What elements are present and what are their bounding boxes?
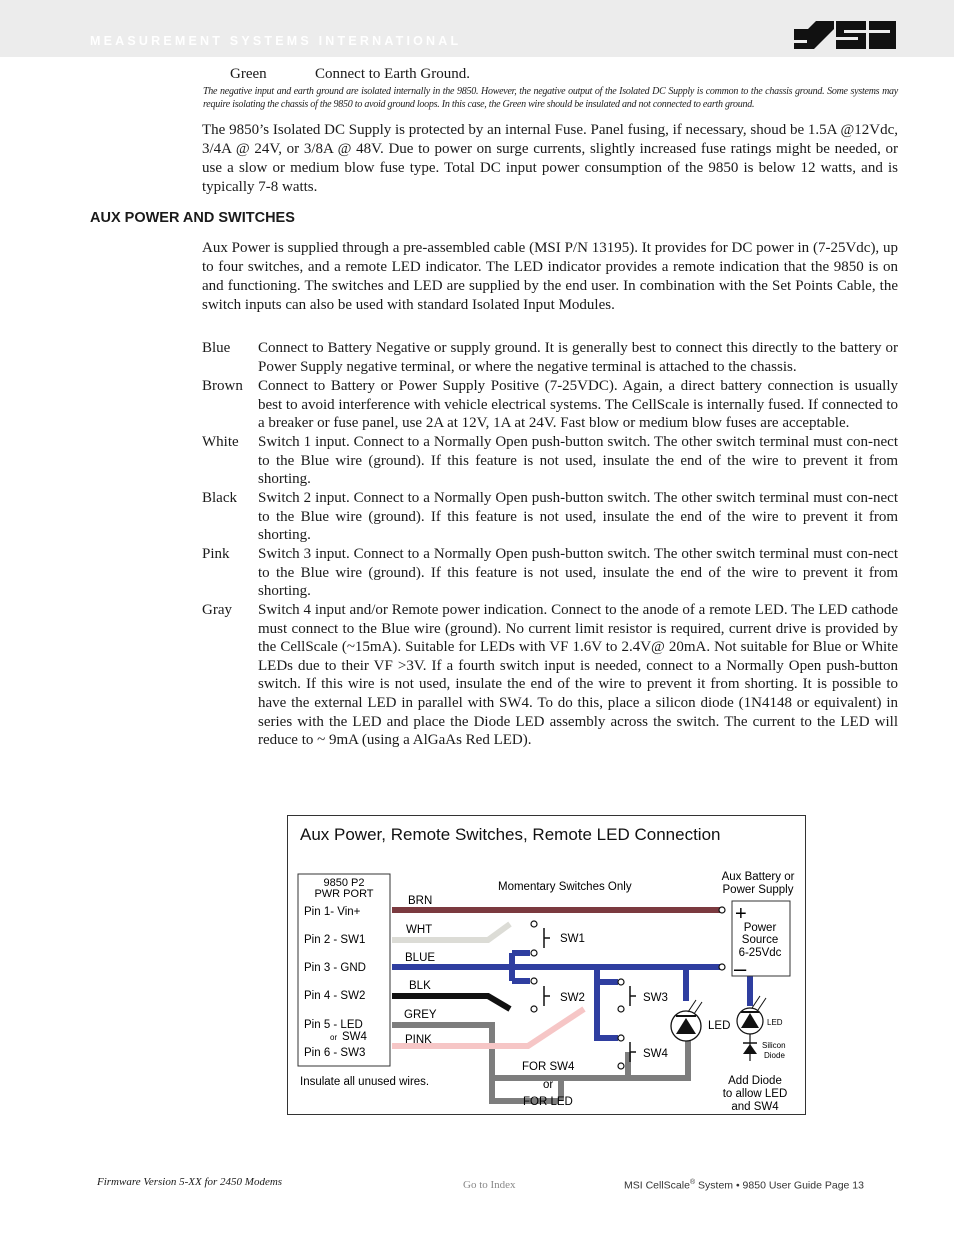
wire-desc-gray: Switch 4 input and/or Remote power indication. Connect to the anode of a remote LED. The LED cathode must connect to the Blue wire (ground). No current limit resistor is required, current drive is provided by the CellScale (~15mA). Suitable for LEDs with VF 1.6V to 2.4V@ 20mA. Not suitable for Blue or White LEDs due to their VF >3V. If a fourth switch input is needed, connect to a Normally Open push-button switch. If this wire is not used, insulate the end of the wire to prevent it from shorting. It is possible to have the external LED in parallel with SW4. To do this, place a silicon diode (1N4148 or equivalent) in series with the LED and place the Diode LED assembly across the switch. The current to the LED will reduce to ~ 9mA (using a AlGaAs Red LED).: [258, 602, 898, 749]
pin-5-or: or: [330, 1033, 338, 1042]
wire-label-grey: GREY: [404, 1009, 437, 1021]
wire-desc-pink: Switch 3 input. Connect to a Normally Open push-button switch. The other switch terminal must con-nect to the Blue wire (ground). If this feature is not used, insulate the end of the wire to prevent it from shorting.: [258, 546, 898, 600]
black-wire: [392, 996, 510, 1009]
wire-name-gray: Gray: [202, 602, 232, 618]
led-small-label: LED: [767, 1018, 783, 1027]
wire-name-brown: Brown: [202, 378, 243, 394]
pin-6-label: Pin 6 - SW3: [304, 1047, 366, 1059]
fuse-paragraph: The 9850’s Isolated DC Supply is protected by an internal Fuse. Panel fusing, if necessary, shoud be 1.5A @12Vdc, 3/4A @ 24V, or 3/8A @ 48V. Due to power on surge currents, slightly increased fuse ratings might be needed, or use a slow or medium blow fuse type. Total DC input power consumption of the 9850 is below 12 watts, and is typically 7-8 watts.: [202, 122, 898, 195]
wire-label-brn: BRN: [408, 895, 433, 907]
momentary-label: Momentary Switches Only: [498, 881, 632, 893]
ground-note: The negative input and earth ground are isolated internally in the 9850. However, the negative output of the Isolated DC Supply is common to the chassis ground. Some systems may require isolating the chassis of the 9850 to avoid ground loops. In this case, the Green wire should be insulated and not connected to earth ground.: [203, 86, 898, 110]
footer-brand: MSI CellScale: [624, 1179, 690, 1192]
switch-sw2: [544, 986, 550, 1006]
power-label-3: 6-25Vdc: [738, 947, 782, 959]
wire-name-black: Black: [202, 490, 237, 506]
green-wire-desc: Connect to Earth Ground.: [315, 66, 470, 82]
led-label: LED: [708, 1020, 731, 1032]
blue-wire-branch-2: [597, 967, 618, 1038]
port-title-2: PWR PORT: [314, 888, 374, 900]
minus-sign: –: [734, 956, 747, 981]
msi-logo: [794, 21, 896, 49]
aux-paragraph: Aux Power is supplied through a pre-assembled cable (MSI P/N 13195). It provides for DC power in (7-25Vdc), up to four switches, and a remote LED indicator. The LED indicator provides a remote indication that the 9850 is on and functioning. The switches and LED are supplied by the end user. In combination with the Set Points Cable, the switch inputs can also be used with standard Isolated Input Modules.: [202, 240, 898, 313]
silicon-label-1: Silicon: [762, 1041, 786, 1050]
wire-desc-black: Switch 2 input. Connect to a Normally Open push-button switch. The other switch terminal must con-nect to the Blue wire (ground). If this feature is not used, insulate the end of the wire to prevent it from shorting.: [258, 490, 898, 544]
for-led-label: FOR LED: [523, 1096, 573, 1108]
pin-3-label: Pin 3 - GND: [304, 962, 366, 974]
go-to-index-link[interactable]: Go to Index: [463, 1179, 516, 1191]
pin-2-label: Pin 2 - SW1: [304, 934, 366, 946]
port-title-1: 9850 P2: [323, 877, 365, 889]
green-wire-name: Green: [230, 66, 267, 82]
wire-name-pink: Pink: [202, 546, 230, 562]
diagram-title: Aux Power, Remote Switches, Remote LED Connection: [300, 825, 721, 844]
wire-label-blk: BLK: [409, 980, 431, 992]
registered-mark: ®: [689, 1179, 696, 1186]
wiring-diagram-svg: [288, 816, 807, 1116]
silicon-label-2: Diode: [764, 1051, 785, 1060]
wire-label-blue: BLUE: [405, 952, 436, 964]
wire-label-pink: PINK: [405, 1034, 432, 1046]
sw3-label: SW3: [643, 992, 668, 1004]
pin-1-label: Pin 1- Vin+: [304, 906, 361, 918]
add-diode-label-3: and SW4: [731, 1101, 779, 1113]
aux-battery-label-2: Power Supply: [722, 884, 794, 896]
wire-name-blue: Blue: [202, 340, 231, 356]
insulate-label: Insulate all unused wires.: [300, 1076, 430, 1088]
sw1-label: SW1: [560, 933, 585, 945]
sw2-label: SW2: [560, 992, 585, 1004]
for-sw4-label: FOR SW4: [522, 1061, 575, 1073]
wire-desc-blue: Connect to Battery Negative or supply ground. It is generally best to connect this directly to the battery or Power Supply negative terminal, or where the negative terminal is attached to the chassis.: [258, 340, 898, 375]
section-heading: AUX POWER AND SWITCHES: [90, 210, 295, 226]
header-title: MEASUREMENT SYSTEMS INTERNATIONAL: [90, 34, 462, 48]
aux-battery-label-1: Aux Battery or: [721, 871, 795, 883]
wire-desc-white: Switch 1 input. Connect to a Normally Open push-button switch. The other switch terminal must con-nect to the Blue wire (ground). If this feature is not used, insulate the end of the wire to prevent it from shorting.: [258, 434, 898, 488]
add-diode-label-2: to allow LED: [722, 1088, 788, 1100]
wire-desc-brown: Connect to Battery or Power Supply Positive (7-25VDC). Again, a direct battery connection is usually best to avoid interference with vehicle electrical systems. The CellScale is internally fused. If connected to a breaker or fuse panel, use 2A at 12V, 1A at 24V. Fast blow or medium blow fuses are acceptable.: [258, 378, 898, 432]
pin-5-sw4: SW4: [342, 1031, 367, 1043]
sw4-label: SW4: [643, 1048, 668, 1060]
wire-terminals: [531, 907, 725, 1069]
pin-4-label: Pin 4 - SW2: [304, 990, 366, 1002]
page-header: [0, 0, 954, 57]
add-diode-label-1: Add Diode: [728, 1075, 782, 1087]
power-label-1: Power: [743, 922, 777, 934]
wire-name-white: White: [202, 434, 239, 450]
footer-page-info: [624, 1179, 864, 1192]
power-label-2: Source: [741, 934, 779, 946]
led-icon: [671, 1000, 702, 1041]
plus-sign: +: [735, 903, 747, 925]
pin-5-label: Pin 5 - LED: [304, 1019, 363, 1031]
wiring-diagram: [287, 815, 806, 1115]
footer-guide: System • 9850 User Guide Page 13: [695, 1179, 864, 1192]
silicon-diode-icon: [743, 1034, 757, 1061]
footer-firmware: Firmware Version 5-XX for 2450 Modems: [97, 1176, 283, 1188]
switch-sw3: [630, 986, 636, 1006]
or-label: or: [543, 1079, 554, 1091]
wire-label-wht: WHT: [406, 924, 433, 936]
switch-sw1: [544, 928, 550, 948]
